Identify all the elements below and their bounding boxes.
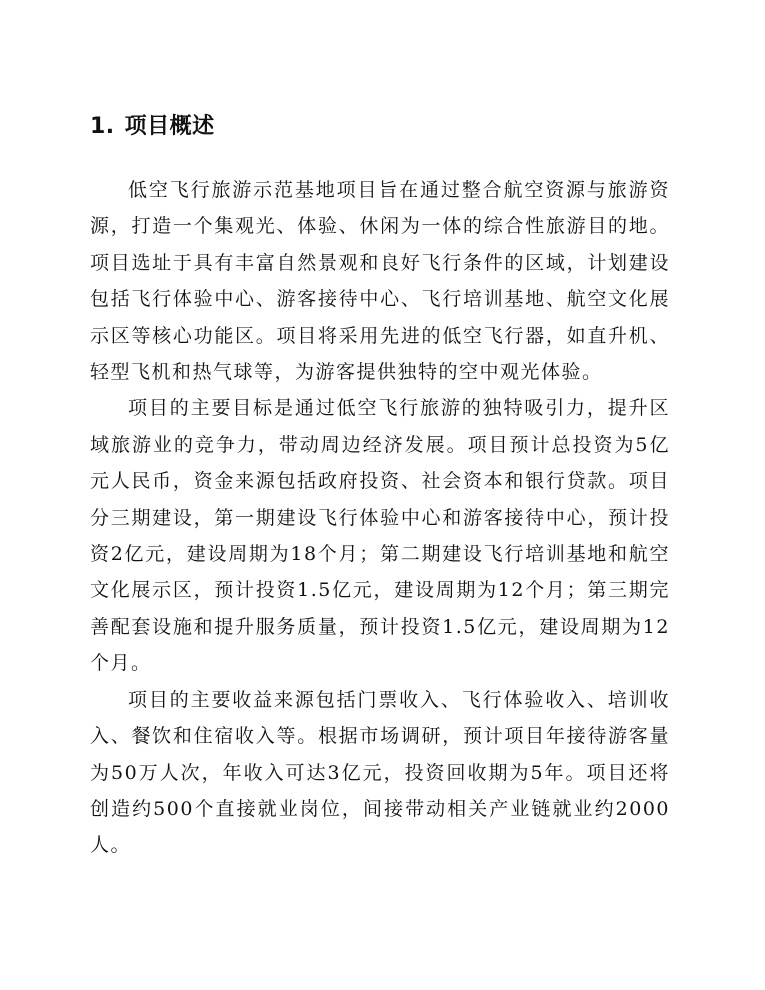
section-body: [90, 172, 670, 864]
section-heading: [90, 112, 215, 142]
section-title: 项目概述: [124, 114, 215, 139]
paragraph-revenue-employment: 项目的主要收益来源包括门票收入、飞行体验收入、培训收入、餐饮和住宿收入等。根据市场调研，预计项目年接待游客量为50万人次，年收入可达3亿元，投资回收期为5年。项目还将创造约500个直接就业岗位，间接带动相关产业链就业约2000人。: [90, 688, 670, 857]
section-number: 1.: [90, 114, 115, 139]
paragraph-overview: 低空飞行旅游示范基地项目旨在通过整合航空资源与旅游资源，打造一个集观光、体验、休闲为一体的综合性旅游目的地。项目选址于具有丰富自然景观和良好飞行条件的区域，计划建设包括飞行体验中心、游客接待中心、飞行培训基地、航空文化展示区等核心功能区。项目将采用先进的低空飞行器，如直升机、轻型飞机和热气球等，为游客提供独特的空中观光体验。: [90, 179, 670, 384]
paragraph-objectives-investment: 项目的主要目标是通过低空飞行旅游的独特吸引力，提升区域旅游业的竞争力，带动周边经济发展。项目预计总投资为5亿元人民币，资金来源包括政府投资、社会资本和银行贷款。项目分三期建设，第一期建设飞行体验中心和游客接待中心，预计投资2亿元，建设周期为18个月；第二期建设飞行培训基地和航空文化展示区，预计投资1.5亿元，建设周期为12个月；第三期完善配套设施和提升服务质量，预计投资1.5亿元，建设周期为12个月。: [90, 397, 670, 675]
